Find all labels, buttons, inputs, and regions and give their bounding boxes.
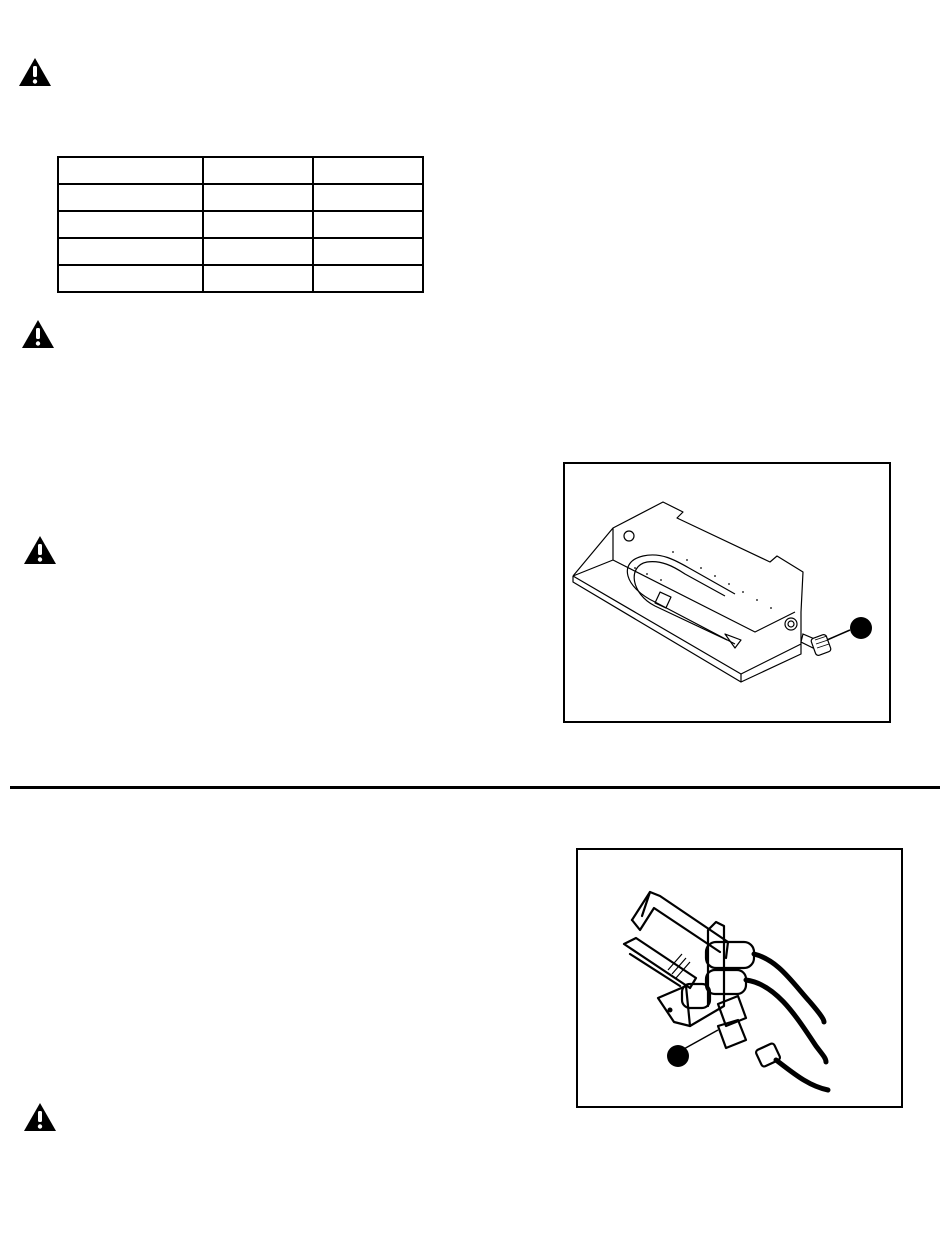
table-row xyxy=(58,211,423,238)
table-row xyxy=(58,238,423,265)
table-cell xyxy=(58,157,203,184)
table-cell xyxy=(203,157,313,184)
spec-table xyxy=(57,156,424,293)
warning-icon-4 xyxy=(23,1102,57,1132)
warning-triangle-icon xyxy=(23,1102,57,1132)
table-cell xyxy=(58,265,203,292)
table-row xyxy=(58,265,423,292)
section-divider xyxy=(10,786,940,789)
table-cell xyxy=(203,211,313,238)
warning-icon-3 xyxy=(23,535,57,565)
table-cell xyxy=(313,211,423,238)
table-cell xyxy=(313,157,423,184)
table-cell xyxy=(203,238,313,265)
table-row xyxy=(58,157,423,184)
table-cell xyxy=(58,238,203,265)
burner-pan-illustration xyxy=(565,464,889,721)
table-cell xyxy=(313,238,423,265)
table-cell xyxy=(58,211,203,238)
warning-triangle-icon xyxy=(18,57,52,87)
warning-triangle-icon xyxy=(21,319,55,349)
warning-icon-2 xyxy=(21,319,55,349)
table-row xyxy=(58,184,423,211)
burner-pan-figure xyxy=(563,462,891,723)
warning-triangle-icon xyxy=(23,535,57,565)
table-cell xyxy=(203,184,313,211)
table-cell xyxy=(58,184,203,211)
table-cell xyxy=(313,265,423,292)
table-cell xyxy=(203,265,313,292)
table-cell xyxy=(313,184,423,211)
pilot-assembly-illustration xyxy=(578,850,901,1106)
callout-bubble-2 xyxy=(667,1045,689,1067)
pilot-assembly-figure xyxy=(576,848,903,1108)
warning-icon-1 xyxy=(18,57,52,87)
callout-bubble-1 xyxy=(850,617,872,639)
